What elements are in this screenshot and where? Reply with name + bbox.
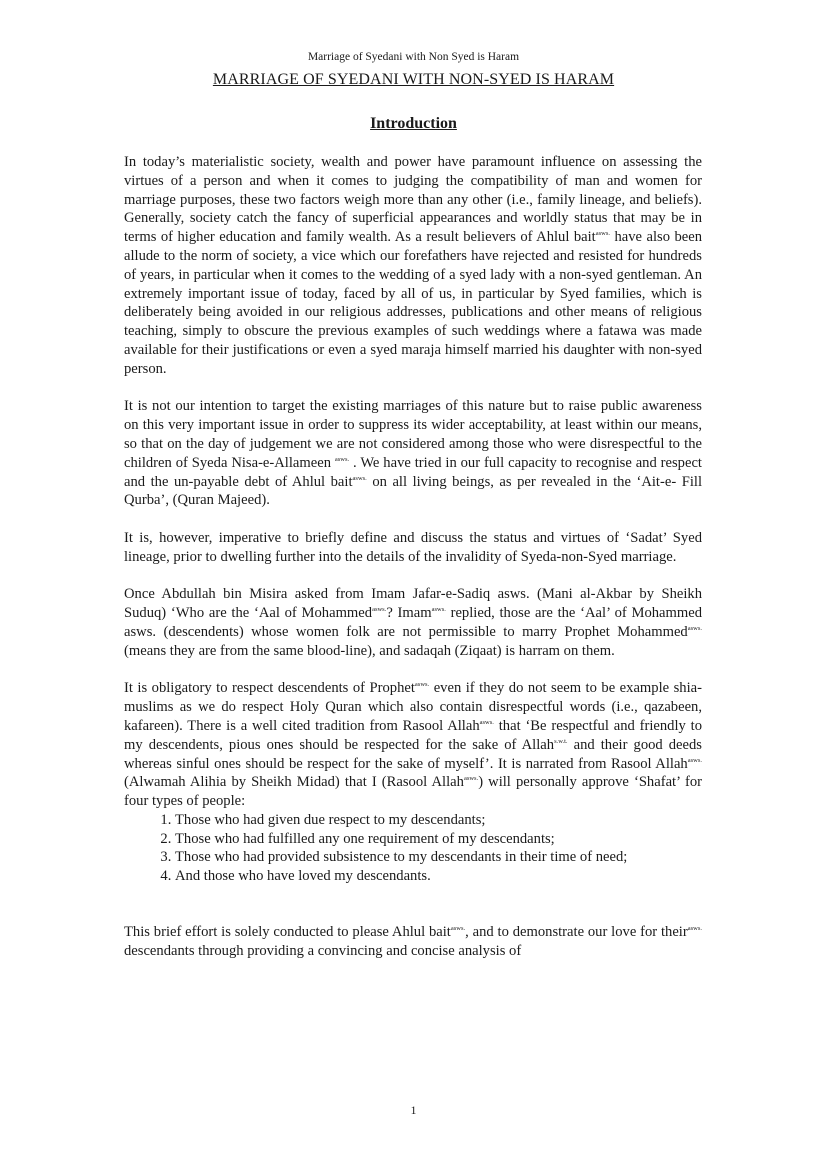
paragraph-6 bbox=[124, 923, 702, 961]
paragraph-text: descendants through providing a convincing and concise analysis of bbox=[124, 942, 522, 959]
paragraph-text: that ‘Be respectful and friendly to my descendents, pious ones should be respected for the sake of Allah bbox=[124, 717, 702, 753]
paragraph-1 bbox=[124, 153, 702, 379]
list-item: 3. Those who had provided subsistence to my descendants in their time of need; bbox=[175, 848, 702, 867]
honorific-superscript: asws. bbox=[687, 756, 702, 764]
paragraph-text: have also been allude to the norm of society, a vice which our forefathers have rejected and resisted for hundreds of years, in particular when it comes to the wedding of a syed lady with a non-syed gentleman. An extremely important issue of today, faced by all of us, in particular by Syed families, which is deliberately being avoided in our religious addresses, publications and other means of religious teaching, simply to obscure the previous examples of such weddings where a fatawa was made available for their justifications or even a syed maraja himself married his daughter with non-syed person. bbox=[124, 229, 702, 377]
paragraph-5 bbox=[124, 679, 702, 811]
paragraph-text: In today’s materialistic society, wealth and power have paramount influence on assessing the virtues of a person and when it comes to judging the compatibility of man and women for marriage purposes, these two factors weigh more than any other (i.e., family lineage, and beliefs). Generally, society catch the fancy of superficial appearances and worldly status that may be in terms of higher education and family wealth. As a result believers of Ahlul bait bbox=[124, 154, 702, 246]
paragraph-text: replied, those are the ‘Aal’ of Mohammed asws. (descendents) whose women folk are not permissible to marry Prophet Mohammed bbox=[124, 605, 703, 640]
paragraph-text: . We have tried in our full capacity to recognise and respect and the un-payable debt of Ahlul bait bbox=[124, 454, 702, 490]
paragraph-text: (Alwamah Alihia by Sheikh Midad) that I (Rasool Allah bbox=[124, 774, 464, 791]
honorific-superscript: asws. bbox=[463, 775, 479, 783]
honorific-superscript: asws. bbox=[431, 606, 446, 614]
honorific-superscript: asws. bbox=[595, 230, 611, 238]
paragraph-text: Once Abdullah bin Misira asked from Imam Jafar-e-Sadiq asws. (Mani al-Akbar by Sheikh Suduq) ‘Who are the ‘Aal of Mohammed bbox=[124, 586, 702, 622]
paragraph-3: It is, however, imperative to briefly define and discuss the status and virtues of ‘Sadat’ Syed lineage, prior to dwelling further into the details of the invalidity of Syeda-non-Syed marriage. bbox=[124, 529, 702, 565]
honorific-superscript: asws. bbox=[687, 925, 702, 933]
paragraph-4 bbox=[124, 585, 702, 660]
honorific-superscript: asws. bbox=[334, 455, 350, 463]
honorific-superscript: asws. bbox=[352, 474, 367, 482]
document-title: MARRIAGE OF SYEDANI WITH NON-SYED IS HARAM bbox=[212, 71, 615, 88]
running-header: Marriage of Syedani with Non Syed is Haram bbox=[307, 51, 520, 63]
paragraph-text: It is obligatory to respect descendents of Prophet bbox=[124, 680, 415, 697]
shafat-list bbox=[124, 811, 702, 886]
honorific-superscript: asws. bbox=[687, 624, 702, 632]
paragraph-text: on all living beings, as per revealed in the ‘Ait-e- Fill Qurba’, (Quran Majeed). bbox=[124, 473, 702, 509]
honorific-superscript: asws. bbox=[479, 718, 494, 726]
list-item: 1. Those who had given due respect to my descendants; bbox=[175, 811, 702, 830]
section-heading-introduction: Introduction bbox=[370, 115, 457, 132]
paragraph-text: ) will personally approve ‘Shafat’ for four types of people: bbox=[124, 774, 702, 810]
paragraph-text: and their good deeds whereas sinful ones should be respect for the sake of myself’. It is narrated from Rasool Allah bbox=[124, 736, 702, 772]
honorific-superscript: asws. bbox=[414, 681, 430, 689]
paragraph-text: This brief effort is solely conducted to please Ahlul bait bbox=[124, 924, 451, 941]
paragraph-2 bbox=[124, 397, 702, 510]
body-text bbox=[124, 153, 702, 979]
list-item: 2. Those who had fulfilled any one requirement of my descendants; bbox=[175, 830, 702, 849]
paragraph-text: , and to demonstrate our love for their bbox=[465, 924, 688, 941]
honorific-superscript: asws. bbox=[450, 925, 466, 933]
honorific-superscript: s.w.t. bbox=[554, 737, 568, 745]
paragraph-text: ? Imam bbox=[386, 605, 432, 622]
paragraph-text: even if they do not seem to be example shia-muslims as we do respect Holy Quran which also contain disrespectful words (i.e., qazabeen, kafareen). There is a well cited tradition from Rasool Allah bbox=[124, 680, 702, 734]
page-number: 1 bbox=[410, 1103, 417, 1117]
paragraph-text: It is not our intention to target the existing marriages of this nature but to raise public awareness on this very important issue in order to suppress its wider acceptability, at least within our means, so that on the day of judgement we are not considered among those who were disrespectful to the children of Syeda Nisa-e-Allameen bbox=[124, 398, 702, 471]
paragraph-text: (means they are from the same blood-line), and sadaqah (Ziqaat) is harram on them. bbox=[124, 642, 615, 659]
honorific-superscript: asws. bbox=[372, 606, 387, 614]
list-item: 4. And those who have loved my descendants. bbox=[175, 867, 702, 886]
